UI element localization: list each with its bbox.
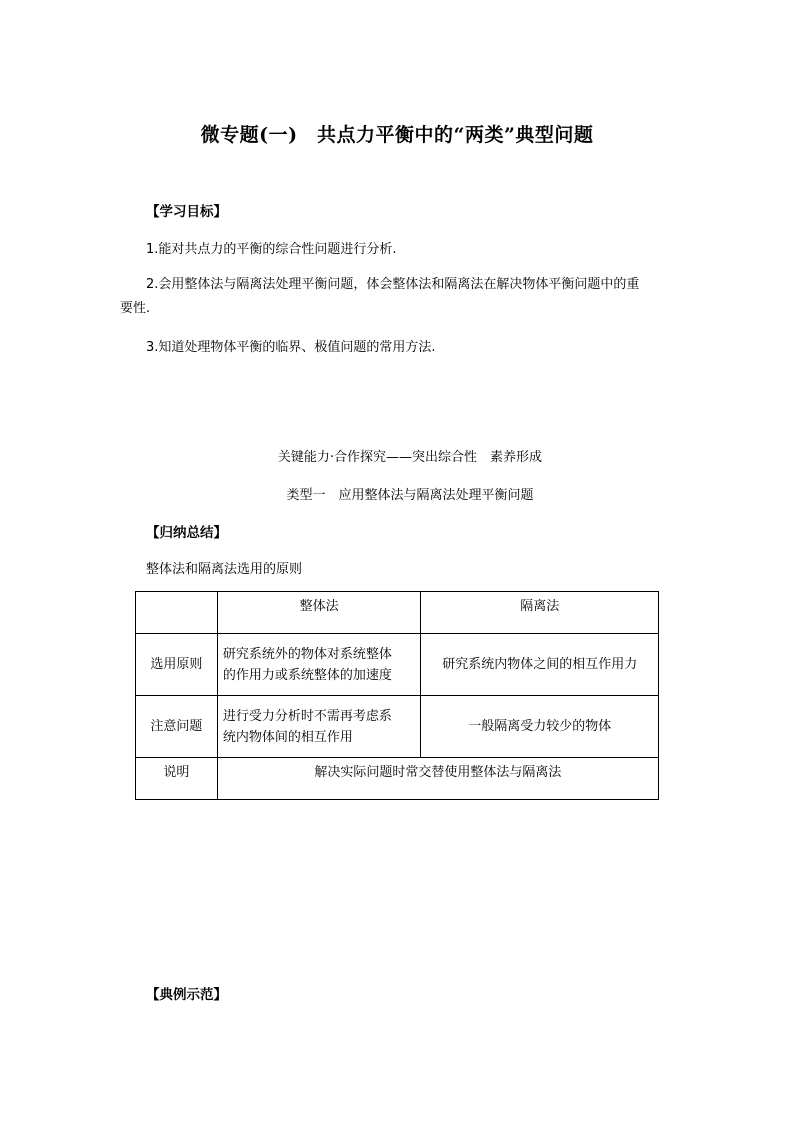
objectives-heading: 【学习目标】 bbox=[146, 204, 227, 220]
objective-item-1: 1.能对共点力的平衡的综合性问题进行分析. bbox=[146, 242, 397, 257]
summary-heading: 【归纳总结】 bbox=[146, 525, 227, 541]
examples-heading: 【典例示范】 bbox=[146, 987, 227, 1003]
table-header-isolation: 隔离法 bbox=[421, 592, 659, 634]
row-label: 选用原则 bbox=[136, 634, 218, 696]
table-header-empty bbox=[136, 592, 218, 634]
objective-item-3: 3.知道处理物体平衡的临界、极值问题的常用方法. bbox=[146, 340, 436, 355]
whole-method-cell bbox=[217, 634, 421, 696]
method-comparison-table bbox=[135, 591, 659, 800]
table-row bbox=[136, 696, 659, 758]
row-label: 注意问题 bbox=[136, 696, 218, 758]
note-label: 说明 bbox=[136, 758, 218, 800]
isolation-method-cell: 一般隔离受力较少的物体 bbox=[421, 696, 659, 758]
cell-line: 研究系统外的物体对系统整体 bbox=[222, 646, 392, 662]
note-text: 解决实际问题时常交替使用整体法与隔离法 bbox=[217, 758, 658, 800]
cell-line: 的作用力或系统整体的加速度 bbox=[222, 667, 392, 683]
page-title: 微专题(一) 共点力平衡中的“两类”典型问题 bbox=[200, 124, 594, 146]
table-note-row bbox=[136, 758, 659, 800]
cell-line: 统内物体间的相互作用 bbox=[222, 729, 353, 745]
objective-item-2: 2.会用整体法与隔离法处理平衡问题，体会整体法和隔离法在解决物体平衡问题中的重 bbox=[146, 277, 640, 292]
table-header-row bbox=[136, 592, 659, 634]
section-banner: 关键能力·合作探究——突出综合性 素养形成 bbox=[277, 450, 543, 465]
table-row bbox=[136, 634, 659, 696]
type-title: 类型一 应用整体法与隔离法处理平衡问题 bbox=[286, 488, 534, 503]
isolation-method-cell: 研究系统内物体之间的相互作用力 bbox=[421, 634, 659, 696]
objective-item-2-continued: 要性. bbox=[120, 301, 151, 316]
cell-line: 进行受力分析时不需再考虑系 bbox=[222, 708, 392, 724]
summary-intro: 整体法和隔离法选用的原则 bbox=[146, 562, 303, 577]
whole-method-cell bbox=[217, 696, 421, 758]
table-header-whole: 整体法 bbox=[217, 592, 421, 634]
